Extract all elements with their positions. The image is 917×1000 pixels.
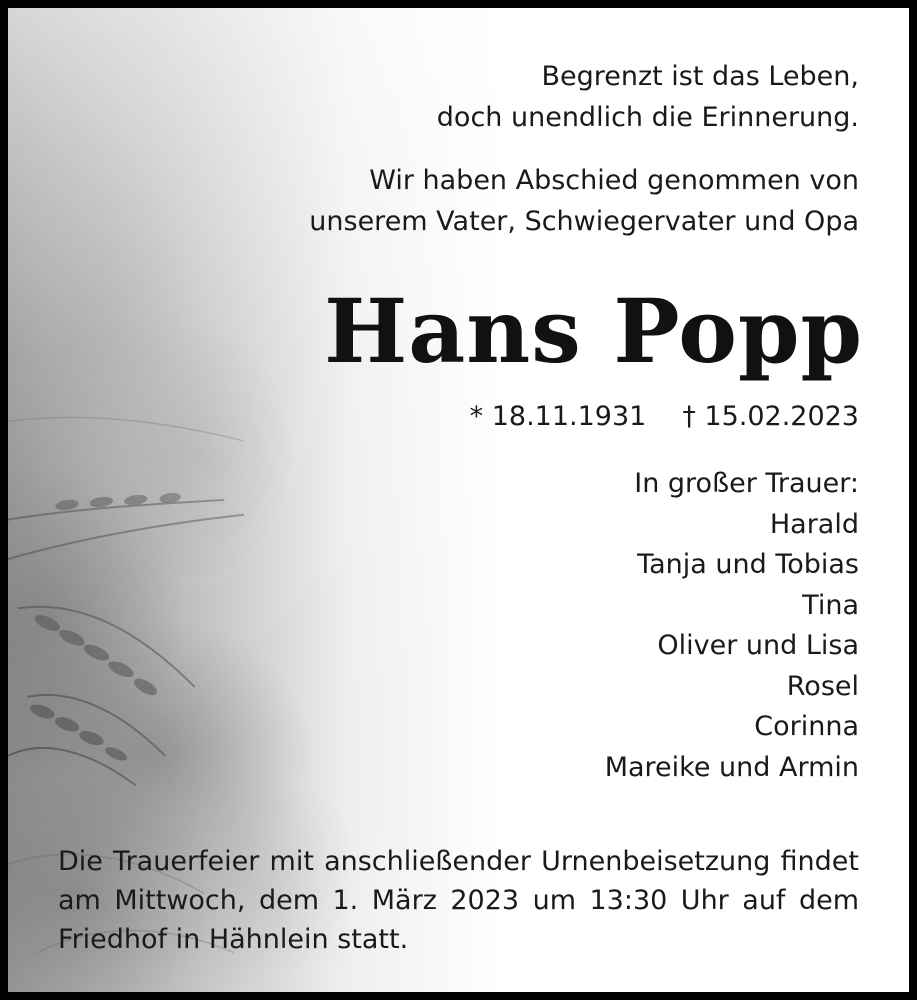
death-date: † 15.02.2023: [682, 401, 859, 432]
birth-date: * 18.11.1931: [469, 401, 647, 432]
life-dates: [259, 396, 859, 437]
ceremony-details: Die Trauerfeier mit anschließender Urnenbeisetzung findet am Mittwoch, dem 1. März 2023 um 13:30 Uhr auf dem Friedhof in Hähnlein statt.: [58, 846, 859, 955]
mourner-name: Mareike und Armin: [604, 751, 859, 783]
farewell-intro: [259, 160, 859, 242]
memorial-quote: [259, 56, 859, 138]
quote-line-2: doch unendlich die Erinnerung.: [436, 102, 859, 133]
mourners-heading: In großer Trauer:: [634, 468, 859, 499]
mourner-name: Rosel: [786, 670, 859, 702]
quote-line-1: Begrenzt ist das Leben,: [541, 61, 859, 92]
mourner-name: Tina: [802, 589, 859, 621]
intro-line-1: Wir haben Abschied genommen von: [369, 165, 859, 196]
mourner-name: Harald: [769, 508, 859, 540]
intro-line-2: unserem Vater, Schwiegervater und Opa: [309, 206, 859, 237]
mourners-list: [259, 464, 859, 788]
mourner-name: Corinna: [754, 711, 859, 742]
mourner-name: Tanja und Tobias: [637, 549, 859, 580]
mourner-name: Oliver und Lisa: [657, 630, 859, 661]
deceased-name: Hans Popp: [324, 279, 863, 383]
